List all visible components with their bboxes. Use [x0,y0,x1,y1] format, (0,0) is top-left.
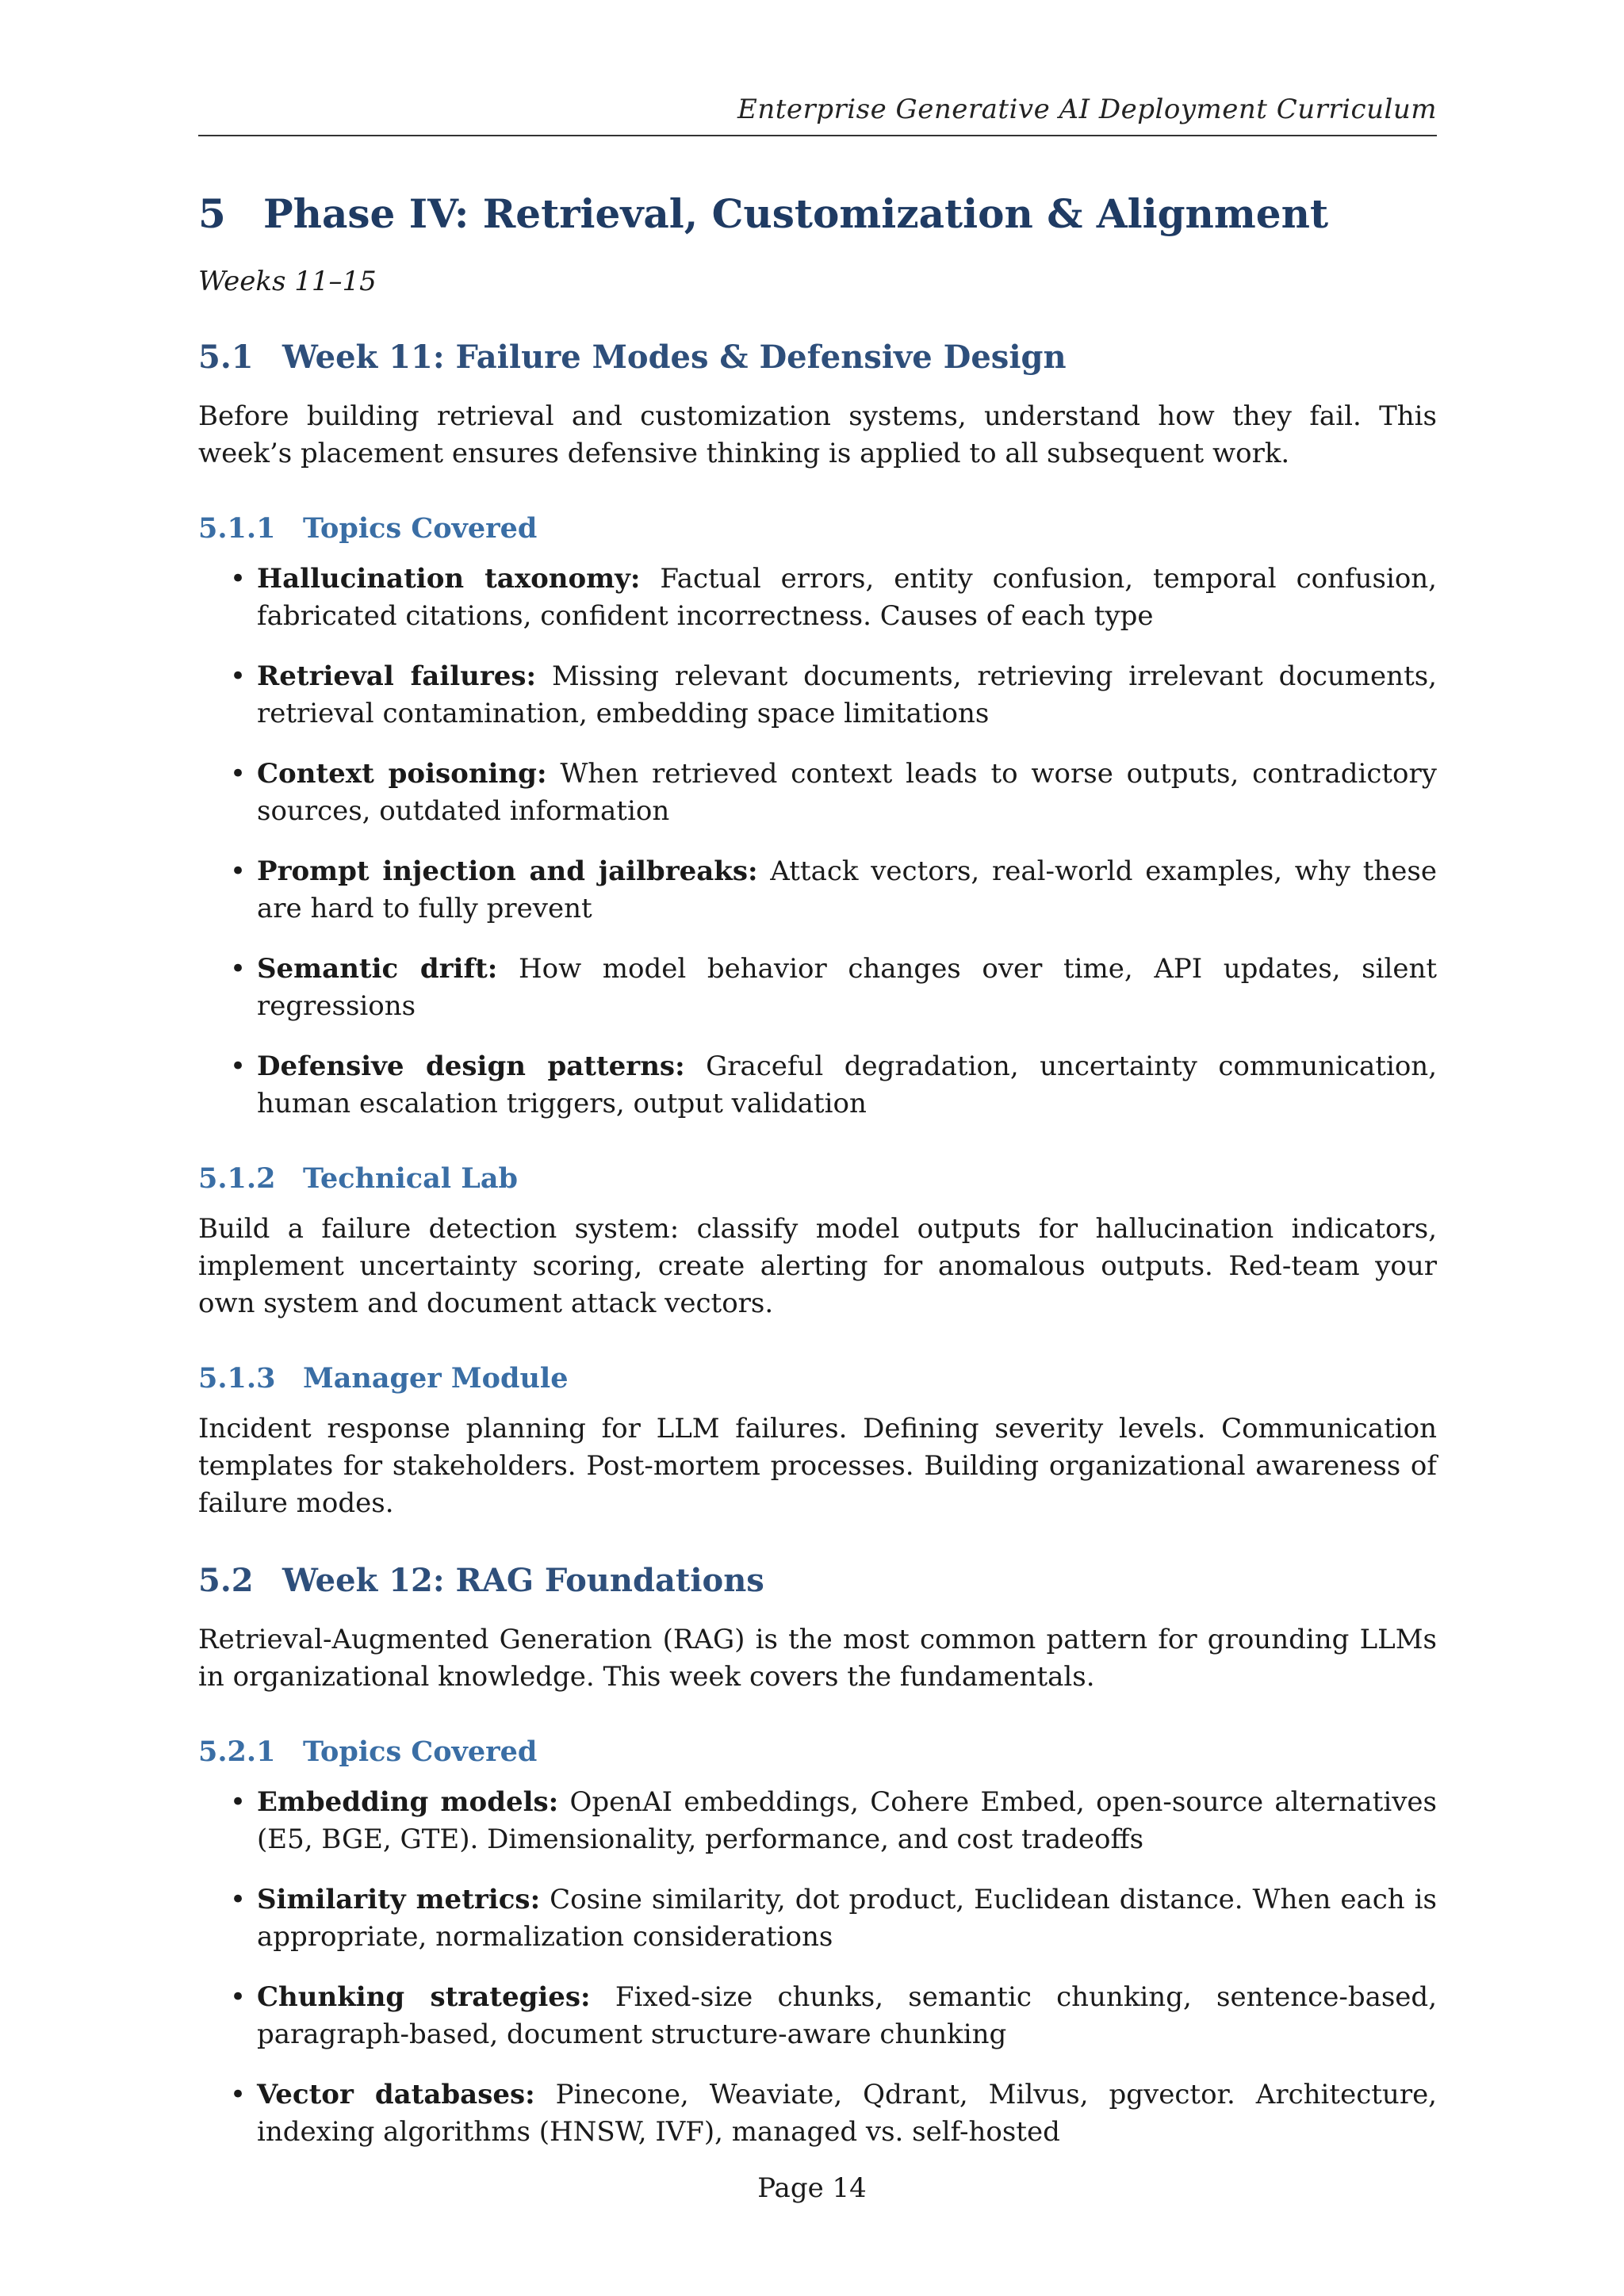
item-text: Attack vectors, real-world examples, why these are hard to fully prevent [257,855,1437,924]
subsubsection-number: 5.1.2 [198,1162,276,1195]
topics-list [198,561,1437,1123]
item-term: Vector databases: [257,2079,535,2110]
manager-text: Incident response planning for LLM failures. Defining severity levels. Communication templates for stakeholders. Post-mortem processes. Building organizational awareness of failure modes. [198,1413,1437,1519]
lab-text: Build a failure detection system: classify model outputs for hallucination indicators, implement uncertainty scoring, create alerting for anomalous outputs. Red-team your own system and document attack vectors. [198,1213,1437,1319]
list-item [198,1881,1437,1956]
subsubsection-heading-5-1-2 [198,1162,1437,1195]
subsection-heading-5-2 [198,1562,1437,1599]
subsection-number: 5.2 [198,1562,254,1599]
item-text: Factual errors, entity confusion, temporal confusion, fabricated citations, confident incorrectness. Causes of each type [257,563,1437,632]
list-item [198,2076,1437,2151]
subsection-heading-5-1 [198,339,1437,376]
bullet-icon: • [230,1786,247,1818]
item-term: Prompt injection and jailbreaks: [257,855,758,887]
subsubsection-title: Topics Covered [303,1735,538,1768]
item-term: Context poisoning: [257,758,547,790]
subsubsection-heading-5-2-1 [198,1735,1437,1768]
subsubsection-number: 5.1.3 [198,1362,276,1395]
subsubsection-number: 5.1.1 [198,512,276,545]
subsection-intro: Before building retrieval and customization systems, understand how they fail. This week’s placement ensures defensive thinking is applied to all subsequent work. [198,400,1437,469]
bullet-icon: • [230,660,247,692]
subsubsection-heading-5-1-1 [198,512,1437,545]
bullet-icon: • [230,1981,247,2013]
item-text: Missing relevant documents, retrieving irrelevant documents, retrieval contamination, embedding space limitations [257,660,1437,729]
bullet-icon: • [230,2079,247,2110]
page-number: Page 14 [757,2172,867,2204]
item-text: OpenAI embeddings, Cohere Embed, open-source alternatives (E5, BGE, GTE). Dimensionality, performance, and cost tradeoffs [257,1786,1437,1855]
bullet-icon: • [230,953,247,985]
item-text: Cosine similarity, dot product, Euclidean distance. When each is appropriate, normalization considerations [257,1884,1437,1953]
item-term: Semantic drift: [257,953,498,985]
subsection-number: 5.1 [198,339,254,376]
subsubsection-title: Technical Lab [303,1162,519,1195]
subsubsection-heading-5-1-3 [198,1362,1437,1395]
section-title: Phase IV: Retrieval, Customization & Alignment [263,190,1329,237]
list-item [198,658,1437,733]
item-term: Embedding models: [257,1786,559,1818]
list-item [198,1048,1437,1123]
item-text: Pinecone, Weaviate, Qdrant, Milvus, pgvector. Architecture, indexing algorithms (HNSW, IVF), managed vs. self-hosted [257,2079,1437,2148]
subsection-intro: Retrieval-Augmented Generation (RAG) is the most common pattern for grounding LLMs in organizational knowledge. This week covers the fundamentals. [198,1624,1437,1693]
page-content [198,190,1437,2191]
item-text: When retrieved context leads to worse outputs, contradictory sources, outdated information [257,758,1437,827]
subsection-title: Week 12: RAG Foundations [282,1562,764,1599]
bullet-icon: • [230,563,247,595]
running-header: Enterprise Generative AI Deployment Curriculum [198,94,1437,136]
item-term: Chunking strategies: [257,1981,591,2013]
item-term: Similarity metrics: [257,1884,541,1915]
list-item [198,853,1437,928]
section-number: 5 [198,190,226,237]
item-text: How model behavior changes over time, API updates, silent regressions [257,953,1437,1022]
item-term: Hallucination taxonomy: [257,563,641,595]
list-item [198,561,1437,635]
subsubsection-title: Manager Module [303,1362,569,1395]
section-weeks: Weeks 11–15 [198,266,377,297]
subsubsection-number: 5.2.1 [198,1735,276,1768]
item-text: Fixed-size chunks, semantic chunking, sentence-based, paragraph-based, document structure-aware chunking [257,1981,1437,2050]
bullet-icon: • [230,1884,247,1915]
item-term: Defensive design patterns: [257,1050,685,1082]
subsection-title: Week 11: Failure Modes & Defensive Design [282,339,1067,376]
list-item [198,1784,1437,1858]
list-item [198,756,1437,830]
subsubsection-title: Topics Covered [303,512,538,545]
bullet-icon: • [230,855,247,887]
bullet-icon: • [230,758,247,790]
item-term: Retrieval failures: [257,660,537,692]
topics-list [198,1784,1437,2151]
list-item [198,951,1437,1025]
section-heading [198,190,1437,237]
list-item [198,1979,1437,2053]
bullet-icon: • [230,1050,247,1082]
item-text: Graceful degradation, uncertainty communication, human escalation triggers, output validation [257,1050,1438,1119]
